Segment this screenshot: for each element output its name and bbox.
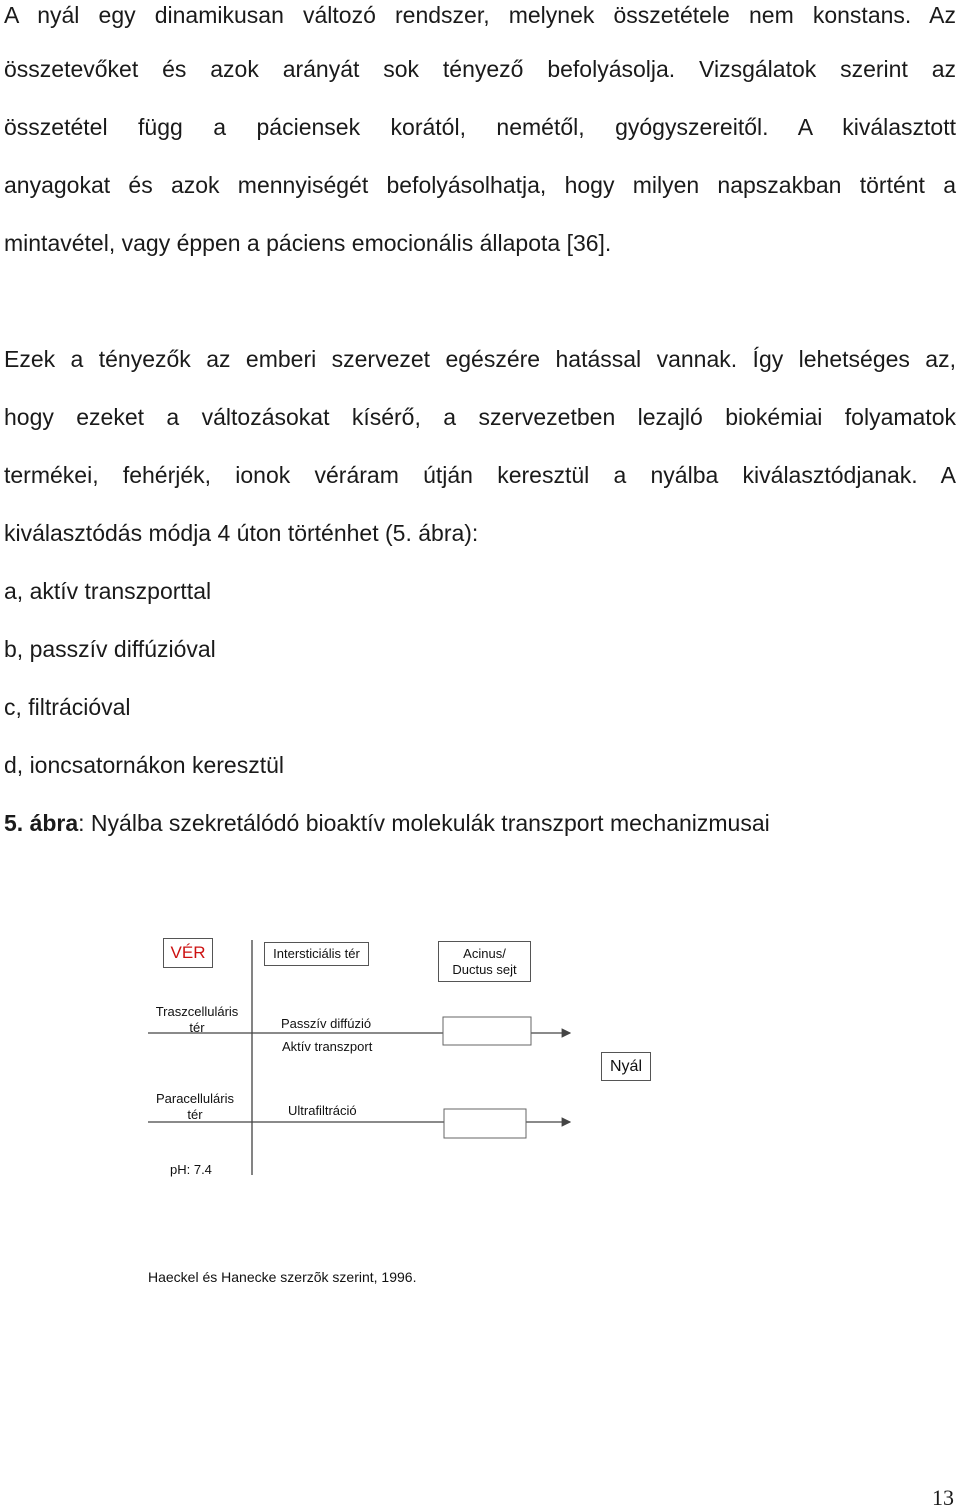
acinus-box	[438, 941, 531, 982]
nyal-box: Nyál	[601, 1052, 651, 1081]
transcellular-line-2: tér	[189, 1020, 205, 1035]
paracellular-line-2: tér	[187, 1107, 203, 1122]
ver-box: VÉR	[163, 938, 213, 968]
figure-caption	[4, 808, 956, 838]
transcellular-label	[154, 1004, 240, 1036]
list-item: a, aktív transzporttal	[4, 578, 212, 604]
ph-label: pH: 7.4	[170, 1162, 212, 1177]
text-line: összetétel függ a páciensek korától, nemétől, gyógyszereitől. A kiválasztott	[4, 114, 956, 140]
passive-diffusion-label: Passzív diffúzió	[281, 1016, 372, 1031]
paracellular-line-1: Paracelluláris	[155, 1091, 235, 1106]
list-item: c, filtrációval	[4, 694, 131, 720]
active-transport-label: Aktív transzport	[282, 1039, 373, 1054]
transcellular-cell-box	[443, 1017, 531, 1045]
transcellular-line-1: Traszcelluláris	[155, 1004, 239, 1019]
text-line: termékei, fehérjék, ionok véráram útján keresztül a nyálba kiválasztódjanak. A	[4, 462, 956, 488]
ultrafiltration-label: Ultrafiltráció	[288, 1103, 357, 1118]
text-line: mintavétel, vagy éppen a páciens emocionális állapota [36].	[4, 230, 612, 256]
interstitial-box: Intersticiális tér	[264, 942, 369, 966]
caption-text: : Nyálba szekretálódó bioaktív molekulák transzport mechanizmusai	[78, 810, 770, 836]
text-line: összetevőket és azok arányát sok tényező befolyásolja. Vizsgálatok szerint az	[4, 56, 956, 82]
acinus-line-2: Ductus sejt	[452, 962, 517, 977]
text-line: A nyál egy dinamikusan változó rendszer, melynek összetétele nem konstans. Az	[4, 2, 956, 28]
figure-number: 5. ábra	[4, 810, 79, 836]
text-line: Ezek a tényezők az emberi szervezet egészére hatással vannak. Így lehetséges az,	[4, 346, 956, 372]
list-item: b, passzív diffúzióval	[4, 636, 216, 662]
text-line: hogy ezeket a változásokat kísérő, a szervezetben lezajló biokémiai folyamatok	[4, 404, 956, 430]
paracellular-cell-box	[444, 1109, 526, 1138]
list-item: d, ioncsatornákon keresztül	[4, 752, 284, 778]
source-note: Haeckel és Hanecke szerzõk szerint, 1996.	[148, 1269, 417, 1285]
page-number: 13	[932, 1485, 954, 1510]
paracellular-label	[154, 1091, 236, 1123]
text-line: anyagokat és azok mennyiségét befolyásolhatja, hogy milyen napszakban történt a	[4, 172, 956, 198]
text-line: kiválasztódás módja 4 úton történhet (5. ábra):	[4, 520, 479, 546]
acinus-line-1: Acinus/	[463, 946, 506, 961]
